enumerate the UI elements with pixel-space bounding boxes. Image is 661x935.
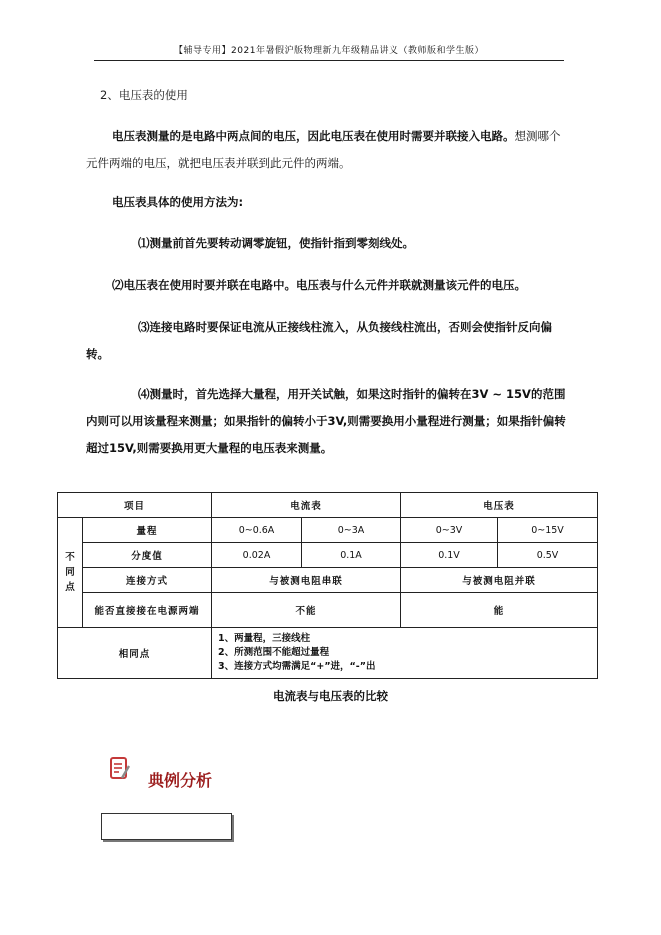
direct-ammeter: 不能 — [212, 593, 401, 628]
paragraph-usage-heading: 电压表具体的使用方法为: — [112, 195, 244, 209]
direct-label: 能否直接接在电源两端 — [83, 593, 212, 628]
same-item-1: 1、两量程，三接线柱 — [218, 633, 311, 644]
connection-label: 连接方式 — [83, 568, 212, 593]
header-ammeter: 电流表 — [212, 493, 401, 518]
range-v2: 0~15V — [498, 518, 598, 543]
division-v1: 0.1V — [401, 543, 498, 568]
range-v1: 0~3V — [401, 518, 498, 543]
table-header-row — [58, 493, 598, 518]
paragraph-step-3: ⑶连接电路时要保证电流从正接线柱流入，从负接线柱流出，否则会使指针反向偏转。 — [86, 320, 552, 361]
intro-bold-text: 电压表测量的是电路中两点间的电压，因此电压表在使用时需要并联接入电路。 — [112, 129, 515, 143]
paragraph-step-2: ⑵电压表在使用时要并联在电路中。电压表与什么元件并联就测量该元件的电压。 — [112, 278, 526, 292]
header-divider — [94, 60, 564, 61]
connection-ammeter: 与被测电阻串联 — [212, 568, 401, 593]
same-item-2: 2、所测范围不能超过量程 — [218, 647, 330, 658]
comparison-table — [57, 492, 598, 679]
table-row-connection — [58, 568, 598, 593]
table-row-same — [58, 628, 598, 679]
paragraph-step-4: ⑷测量时，首先选择大量程，用开关试触，如果这时指针的偏转在3V ~ 15V的范围内则可以用该量程来测量；如果指针的偏转小于3V,则需要换用小量程进行测量；如果指针偏转超过15V,则需要换用更大量程的电压表来测量。 — [86, 387, 566, 455]
diff-label-cell — [58, 518, 83, 628]
table-row-division — [58, 543, 598, 568]
same-label: 相同点 — [58, 628, 212, 679]
direct-voltmeter: 能 — [401, 593, 598, 628]
connection-voltmeter: 与被测电阻并联 — [401, 568, 598, 593]
notepad-pencil-icon — [110, 756, 132, 782]
same-items-cell — [212, 628, 598, 679]
section-title: 2、电压表的使用 — [100, 88, 188, 102]
division-label: 分度值 — [83, 543, 212, 568]
paragraph-step-1: ⑴测量前首先要转动调零旋钮，使指针指到零刻线处。 — [138, 236, 414, 250]
range-a2: 0~3A — [302, 518, 401, 543]
range-label: 量程 — [83, 518, 212, 543]
intro-rest-text: 想测哪个元件两端的电压，就把电压表并联到此元件的两端。 — [86, 129, 561, 170]
diff-label: 不同点 — [65, 552, 75, 593]
division-a2: 0.1A — [302, 543, 401, 568]
paragraph-voltmeter-intro — [86, 123, 566, 177]
example-answer-box — [101, 813, 232, 840]
division-v2: 0.5V — [498, 543, 598, 568]
header-item: 项目 — [58, 493, 212, 518]
header-voltmeter: 电压表 — [401, 493, 598, 518]
division-a1: 0.02A — [212, 543, 302, 568]
table-caption: 电流表与电压表的比较 — [273, 689, 388, 703]
page-header: 【辅导专用】2021年暑假沪版物理新九年级精品讲义（教师版和学生版） — [174, 46, 484, 56]
table-row-direct — [58, 593, 598, 628]
table-row-range — [58, 518, 598, 543]
same-item-3: 3、连接方式均需满足“+”进，“-”出 — [218, 661, 376, 672]
range-a1: 0~0.6A — [212, 518, 302, 543]
example-analysis-title: 典例分析 — [148, 771, 213, 790]
